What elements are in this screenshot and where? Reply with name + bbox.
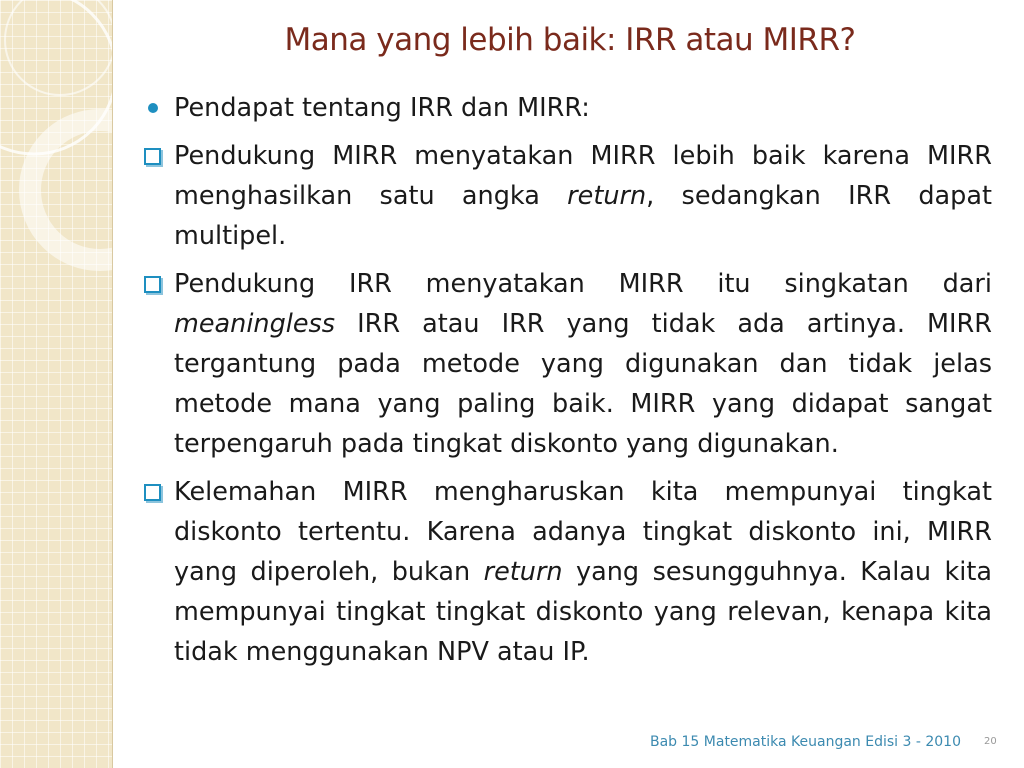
point-text: Pendukung IRR menyatakan MIRR itu singkatan dari meaningless IRR atau IRR yang tidak ada artinya. MIRR tergantung pada metode yang digunakan dan tidak jelas metode mana yang paling baik. MIRR yang didapat sangat terpengaruh pada tingkat diskonto yang digunakan. <box>174 269 992 459</box>
bullet-dot-icon <box>148 103 158 113</box>
list-item <box>140 264 992 464</box>
slide-content <box>140 88 992 680</box>
slide-title: Mana yang lebih baik: IRR atau MIRR? <box>284 22 856 58</box>
intro-text: Pendapat tentang IRR dan MIRR: <box>174 93 590 123</box>
page-number: 20 <box>984 736 997 747</box>
decorative-circles <box>0 0 112 768</box>
bullet-box-icon <box>144 148 161 165</box>
list-item <box>140 136 992 256</box>
decorative-sidebar <box>0 0 113 768</box>
list-item <box>140 472 992 672</box>
point-text: Pendukung MIRR menyatakan MIRR lebih baik karena MIRR menghasilkan satu angka return, sedangkan IRR dapat multipel. <box>174 141 992 251</box>
bullet-box-icon <box>144 484 161 501</box>
bullet-box-icon <box>144 276 161 293</box>
point-text: Kelemahan MIRR mengharuskan kita mempunyai tingkat diskonto tertentu. Karena adanya tingkat diskonto ini, MIRR yang diperoleh, bukan return yang sesungguhnya. Kalau kita mempunyai tingkat tingkat diskonto yang relevan, kenapa kita tidak menggunakan NPV atau IP. <box>174 477 992 667</box>
intro-item <box>140 88 992 128</box>
footer-text: Bab 15 Matematika Keuangan Edisi 3 - 2010 <box>650 734 961 750</box>
